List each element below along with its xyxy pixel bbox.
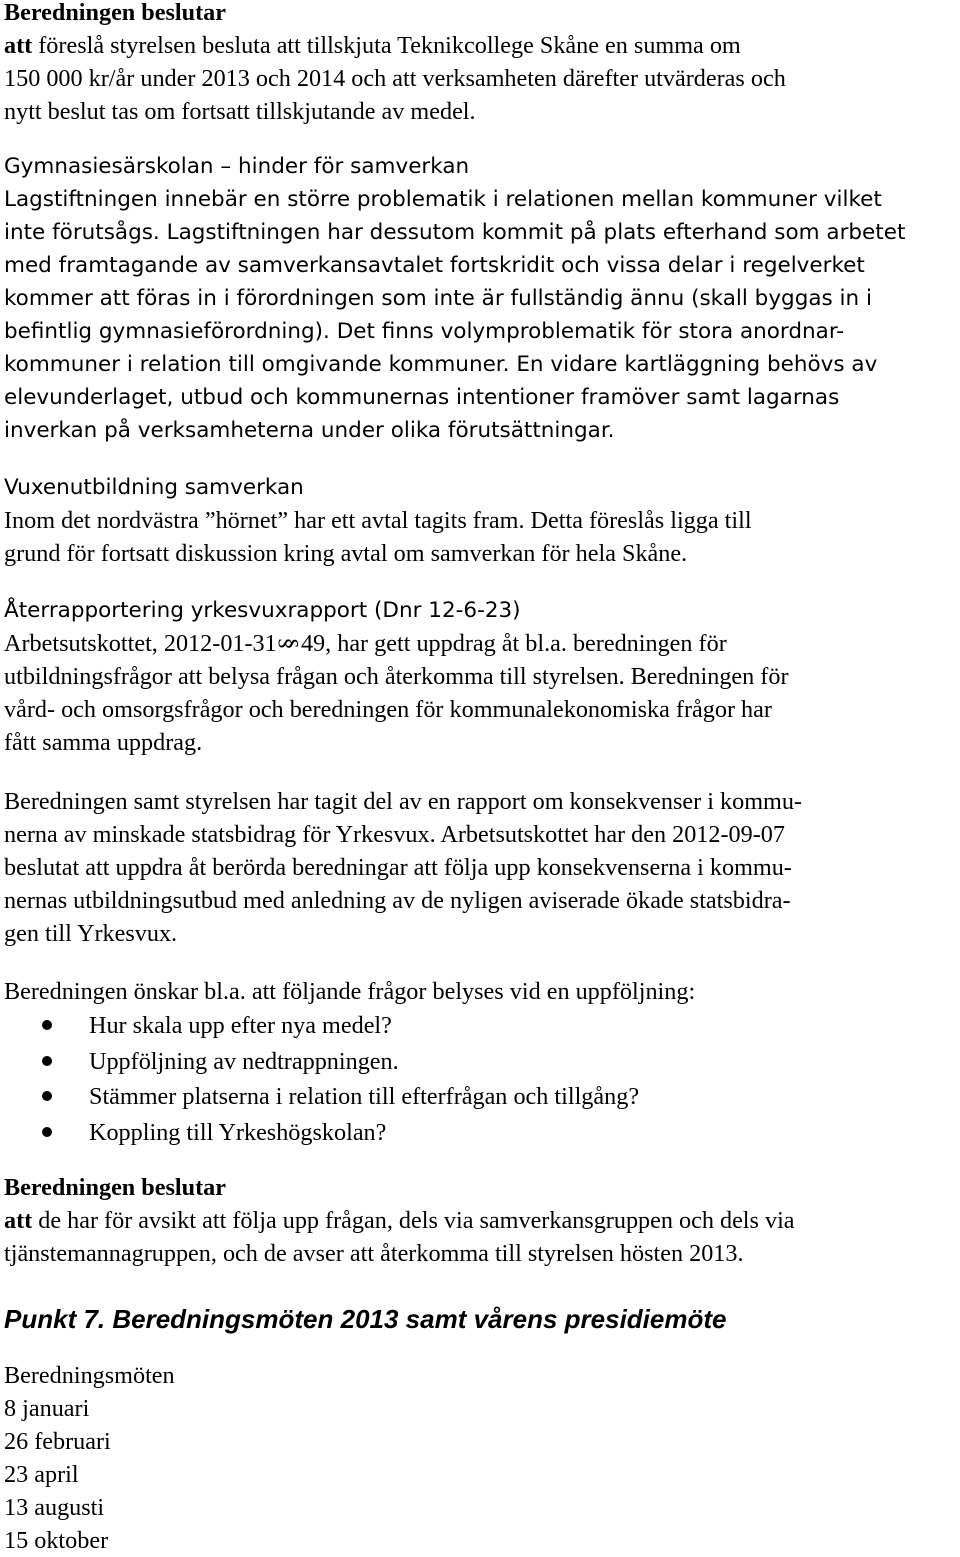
paragraph-line: inte förutsågs. Lagstiftningen har dessutom kommit på plats efterhand som arbetet [4,220,906,245]
section-heading: Gymnasiesärskolan – hinder för samverkan [4,154,470,179]
decision-heading: Beredningen beslutar [4,1174,226,1201]
decision-block-2 [4,1171,956,1270]
bullet-icon [42,1091,52,1101]
list-item-text: Uppföljning av nedtrappningen. [89,1047,399,1075]
list-item [0,1044,960,1080]
meeting-date: 15 oktober [4,1527,109,1554]
agenda-item-title: Punkt 7. Beredningsmöten 2013 samt vårens presidiemöte [4,1304,727,1334]
paragraph-line: befintlig gymnasieförordning). Det finns volymproblematik för stora anordnar- [4,319,845,344]
decision-line: 150 000 kr/år under 2013 och 2014 och att verksamheten därefter utvärderas och [4,65,786,92]
paragraph-line: kommuner i relation till omgivande kommuner. En vidare kartläggning behövs av [4,352,878,377]
bullet-icon [42,1056,52,1066]
question-list [0,1008,960,1150]
paragraph-line: kommer att föras in i förordningen som inte är fullständig ännu (skall byggas in i [4,286,872,311]
list-item [0,1079,960,1115]
rapport-paragraph [4,785,956,950]
decision-line: nytt beslut tas om fortsatt tillskjutande av medel. [4,98,476,125]
paragraph-line: beslutat att uppdra åt berörda beredningar att följa upp konsekvenserna i kommu- [4,854,792,881]
meeting-date: 26 februari [4,1428,111,1455]
paragraph-line: Beredningen samt styrelsen har tagit del av en rapport om konsekvenser i kommu- [4,788,802,815]
decision-line [4,29,956,62]
paragraph-line: gen till Yrkesvux. [4,920,178,947]
att-keyword: att [4,32,33,59]
paragraph-text: Arbetsutskottet, 2012-01-31 [4,630,283,657]
paragraph-line: vård- och omsorgsfrågor och beredningen för kommunalekonomiska frågor har [4,696,772,723]
paragraph-line: Inom det nordvästra ”hörnet” har ett avtal tagits fram. Detta föreslås ligga till [4,507,752,534]
list-item-text: Koppling till Yrkeshögskolan? [89,1118,387,1146]
gymnasie-section [4,150,956,447]
paragraph-line: nernas utbildningsutbud med anledning av de nyligen aviserade ökade statsbidra- [4,887,791,914]
paragraph-line: elevunderlaget, utbud och kommunernas intentioner framöver samt lagarnas [4,385,840,410]
meetings-section [4,1359,956,1557]
decision-text: de har för avsikt att följa upp frågan, dels via samverkansgruppen och dels via [32,1207,795,1234]
section-heading: Vuxenutbildning samverkan [4,475,304,500]
aterrapport-section [4,594,956,759]
decision-block-1 [4,0,956,128]
att-keyword: att [4,1207,33,1234]
decision-heading: Beredningen beslutar [4,0,226,26]
vuxen-section [4,471,956,570]
decision-text: föreslå styrelsen besluta att tillskjuta Teknikcollege Skåne en summa om [32,32,741,59]
paragraph-line: med framtagande av samverkansavtalet fortskridit och vissa delar i regelverket [4,253,865,278]
paragraph-line: inverkan på verksamheterna under olika förutsättningar. [4,418,615,443]
paragraph-line: nerna av minskade statsbidrag för Yrkesvux. Arbetsutskottet har den 2012-09-07 [4,821,785,848]
onskar-intro [4,975,956,1008]
section-heading: Återrapportering yrkesvuxrapport (Dnr 12-6-23) [4,598,521,623]
list-item [0,1008,960,1044]
paragraph-line: Lagstiftningen innebär en större problematik i relationen mellan kommuner vilket [4,187,882,212]
paragraph-line: fått samma uppdrag. [4,729,203,756]
paragraph-text: 49, har gett uppdrag åt bl.a. beredningen för [294,630,727,657]
decision-line: tjänstemannagruppen, och de avser att återkomma till styrelsen hösten 2013. [4,1240,744,1267]
bullet-icon [42,1020,52,1030]
decision-line [4,1204,956,1237]
paragraph-line [4,627,956,660]
bullet-icon [42,1127,52,1137]
meeting-date: 13 augusti [4,1494,105,1521]
paragraph-line: utbildningsfrågor att belysa frågan och återkomma till styrelsen. Beredningen för [4,663,789,690]
paragraph-line: Beredningen önskar bl.a. att följande frågor belyses vid en uppföljning: [4,978,696,1005]
meeting-date: 8 januari [4,1395,90,1422]
paragraph-line: grund för fortsatt diskussion kring avtal om samverkan för hela Skåne. [4,540,688,567]
list-item-text: Hur skala upp efter nya medel? [89,1012,392,1039]
list-item-text: Stämmer platserna i relation till efterfrågan och tillgång? [89,1083,640,1110]
section-heading: Beredningsmöten [4,1362,175,1389]
list-item [0,1115,960,1151]
meeting-date: 23 april [4,1461,79,1488]
paragraph-sign-symbol: § [275,637,303,650]
